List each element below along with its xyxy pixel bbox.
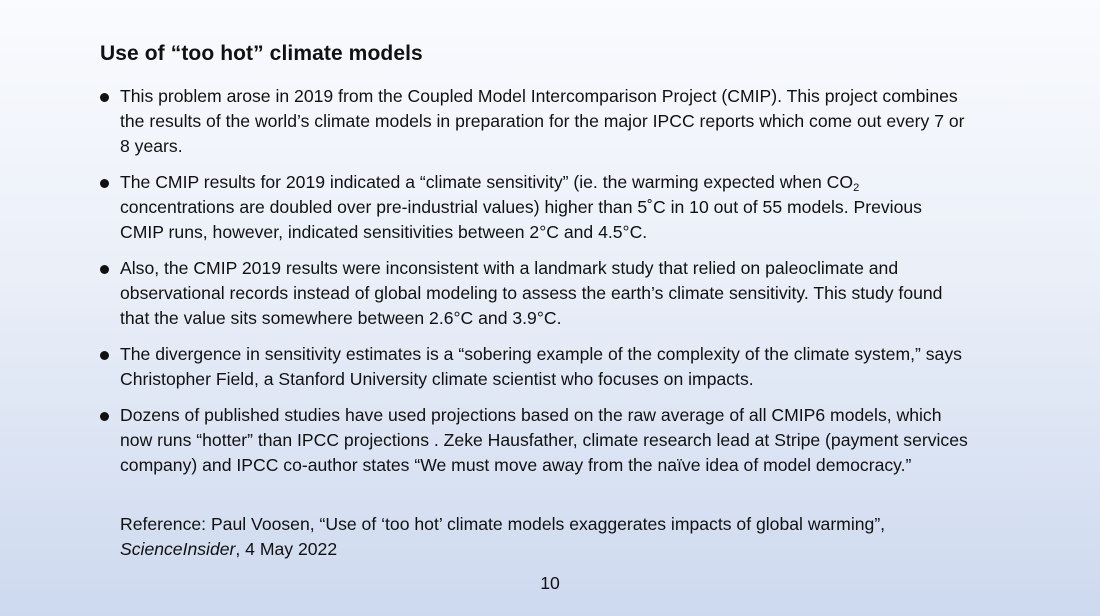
bullet-item: [100, 170, 970, 245]
co2-subscript: 2: [853, 182, 860, 194]
bullet-dot-icon: [100, 179, 109, 188]
bullet-text: This problem arose in 2019 from the Coupled Model Intercomparison Project (CMIP). This project combines the results of the world’s climate models in preparation for the major IPCC reports which come out every 7 or 8 years.: [120, 86, 965, 156]
reference-date: , 4 May 2022: [235, 539, 338, 559]
bullet-dot-icon: [100, 93, 109, 102]
bullet-text-part: The CMIP results for 2019 indicated a “climate sensitivity” (ie. the warming expected when CO: [120, 172, 854, 192]
bullet-text: Also, the CMIP 2019 results were inconsistent with a landmark study that relied on paleoclimate and observational records instead of global modeling to assess the earth’s climate sensitivity. This study found that the value sits somewhere between 2.6°C and 3.9°C.: [120, 258, 943, 328]
bullet-dot-icon: [100, 351, 109, 360]
page-number: 10: [540, 573, 560, 593]
bullet-item: [100, 84, 970, 159]
bullet-item: [100, 342, 970, 392]
bullet-item: [100, 256, 970, 331]
bullet-text: [120, 172, 922, 242]
bullet-dot-icon: [100, 265, 109, 274]
bullet-text: The divergence in sensitivity estimates is a “sobering example of the complexity of the climate system,” says Christopher Field, a Stanford University climate scientist who focuses on impacts.: [120, 344, 962, 389]
bullet-text-part: concentrations are doubled over pre-industrial values) higher than 5˚C in 10 out of 55 models. Previous CMIP runs, however, indicated sensitivities between 2°C and 4.5°C.: [120, 197, 922, 242]
bullet-text: Dozens of published studies have used projections based on the raw average of all CMIP6 models, which now runs “hotter” than IPCC projections . Zeke Hausfather, climate research lead at Stripe (payment services company) and IPCC co-author states “We must move away from the naïve idea of model democracy.”: [120, 405, 968, 475]
reference: [120, 512, 980, 562]
bullet-dot-icon: [100, 412, 109, 421]
reference-text: Reference: Paul Voosen, “Use of ‘too hot’ climate models exaggerates impacts of global warming”,: [120, 514, 886, 534]
bullet-list: [100, 84, 970, 489]
slide-title: Use of “too hot” climate models: [100, 42, 423, 65]
reference-source: ScienceInsider: [120, 539, 236, 559]
bullet-item: [100, 403, 970, 478]
